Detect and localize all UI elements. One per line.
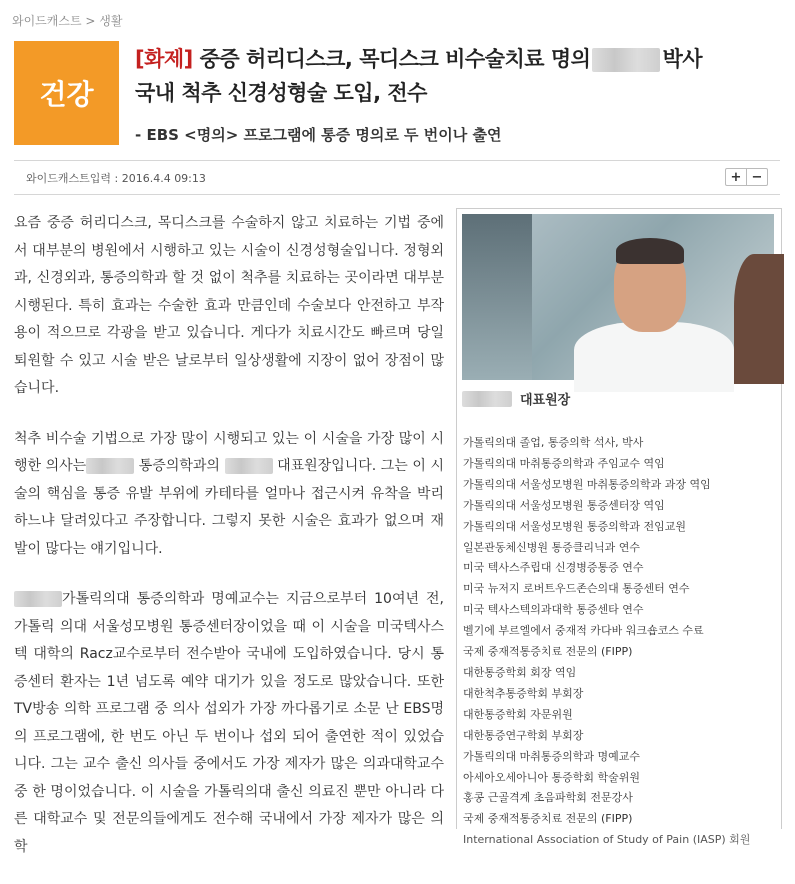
article-body xyxy=(14,210,444,884)
article-paragraph: 척추 비수술 기법으로 가장 많이 시행되고 있는 이 시술을 가장 많이 시행한 의사는 통증의학과의 대표원장입니다. 그는 이 시술의 핵심을 통증 유발 부위에 카테타를 얼마나 접근시켜 유착을 박리하느냐 달려있다고 주장합니다. 그렇지 못한 시술은 효과가 없으며 재발이 많다는 얘기입니다. xyxy=(14,430,445,557)
publish-date: 와이드캐스트입력 : 2016.4.4 09:13 xyxy=(26,172,206,185)
doctor-photo xyxy=(462,214,774,380)
headline-tag: [화제] xyxy=(135,47,193,71)
career-item: 대한통증학회 자문위원 xyxy=(463,707,573,721)
article-meta-bar xyxy=(14,160,780,195)
career-item: 가톨릭의대 서울성모병원 통증의학과 전임교원 xyxy=(463,519,687,533)
career-item: 가톨릭의대 마취통증의학과 명예교수 xyxy=(463,749,641,763)
career-item: 일본관동체신병원 통증클리닉과 연수 xyxy=(463,540,641,554)
career-item: 홍콩 근골격계 초음파학회 전문강사 xyxy=(463,791,633,805)
breadcrumb[interactable]: 와이드캐스트 > 생활 xyxy=(12,14,123,28)
redacted-name xyxy=(225,458,273,474)
font-decrease-button[interactable]: − xyxy=(746,169,767,185)
career-item: 가톨릭의대 서울성모병원 통증센터장 역임 xyxy=(463,498,665,512)
career-item: 국제 중재적통증치료 전문의 (FIPP) xyxy=(463,645,633,659)
career-item: 대한통증연구학회 부회장 xyxy=(463,728,584,742)
doctor-title: 대표원장 xyxy=(520,393,571,408)
article-headline xyxy=(135,42,785,110)
article-subhead: - EBS <명의> 프로그램에 통증 명의로 두 번이나 출연 xyxy=(135,126,502,144)
career-item: International Association of Study of Pain (IASP) 회원 xyxy=(463,833,751,847)
career-item: 아세아오세아니아 통증학회 학술위원 xyxy=(463,770,641,784)
redacted-name xyxy=(14,591,62,607)
redacted-name xyxy=(592,48,660,72)
article-paragraph: 요즘 중증 허리디스크, 목디스크를 수술하지 않고 치료하는 기법 중에서 대부분의 병원에서 시행하고 있는 시술이 신경성형술입니다. 정형외과, 신경외과, 통증의학과 할 것 없이 척추를 치료하는 곳이라면 대부분 시행된다. 특히 효과는 수술한 효과 만큼인데 수술보다 안전하고 부작용이 적으므로 각광을 받고 있습니다. 게다가 치료시간도 빠르며 당일 퇴원할 수 있고 시술 받은 날로부터 일상생활에 지장이 없어 장점이 많습니다. xyxy=(14,215,444,396)
career-item: 가톨릭의대 마취통증의학과 주임교수 역임 xyxy=(463,456,665,470)
category-badge: 건강 xyxy=(14,41,119,145)
doctor-profile-box xyxy=(456,208,782,847)
redacted-name xyxy=(462,391,512,407)
career-item: 국제 중재적통증치료 전문의 (FIPP) xyxy=(463,812,633,826)
career-item: 미국 뉴저지 로버트우드존슨의대 통증센터 연수 xyxy=(463,582,690,596)
career-list xyxy=(463,433,750,851)
article-paragraph: 가톨릭의대 통증의학과 명예교수는 지금으로부터 10여년 전, 가톨릭 의대 서울성모병원 통증센터장이었을 때 이 시술을 미국텍사스텍 대학의 Racz교수로부터 전수받아 국내에 도입하였습니다. 당시 통증센터 환자는 1년 넘도록 예약 대기가 있을 정도로 많았습니다. 또한 TV방송 의학 프로그램 중 의사 섭외가 가장 까다롭기로 소문 난 EBS명의 프로그램에, 한 번도 아닌 두 번이나 섭외 되어 출연한 적이 있었습니다. 그는 교수 출신 의사들 중에서도 가장 제자가 많은 의과대학교수 중 한 명이었습니다. 이 시술을 가톨릭의대 출신 의료진 뿐만 아니라 다른 대학교수 및 전문의들에게도 전수해 국내에서 가장 제자가 많은 의학 xyxy=(14,591,444,855)
font-increase-button[interactable]: + xyxy=(730,169,742,185)
career-item: 대한통증학회 회장 역임 xyxy=(463,665,577,679)
career-item: 가톨릭의대 졸업, 통증의학 석사, 박사 xyxy=(463,436,644,449)
doctor-name-row xyxy=(462,389,570,408)
career-item: 가톨릭의대 서울성모병원 마취통증의학과 과장 역임 xyxy=(463,477,711,491)
headline-line1-suffix: 박사 xyxy=(662,47,703,71)
career-item: 벨기에 부르엘에서 중재적 카다바 워크숍코스 수료 xyxy=(463,624,704,638)
career-item: 대한척추통증학회 부회장 xyxy=(463,686,584,700)
career-item: 미국 텍사스텍의과대학 통증센타 연수 xyxy=(463,603,644,617)
font-size-control xyxy=(725,168,768,186)
headline-line2: 국내 척추 신경성형술 도입, 전수 xyxy=(135,81,427,105)
career-item: 미국 텍사스주립대 신경병증통증 연수 xyxy=(463,561,644,575)
headline-line1: 중증 허리디스크, 목디스크 비수술치료 명의 xyxy=(192,47,591,71)
redacted-name xyxy=(86,458,134,474)
